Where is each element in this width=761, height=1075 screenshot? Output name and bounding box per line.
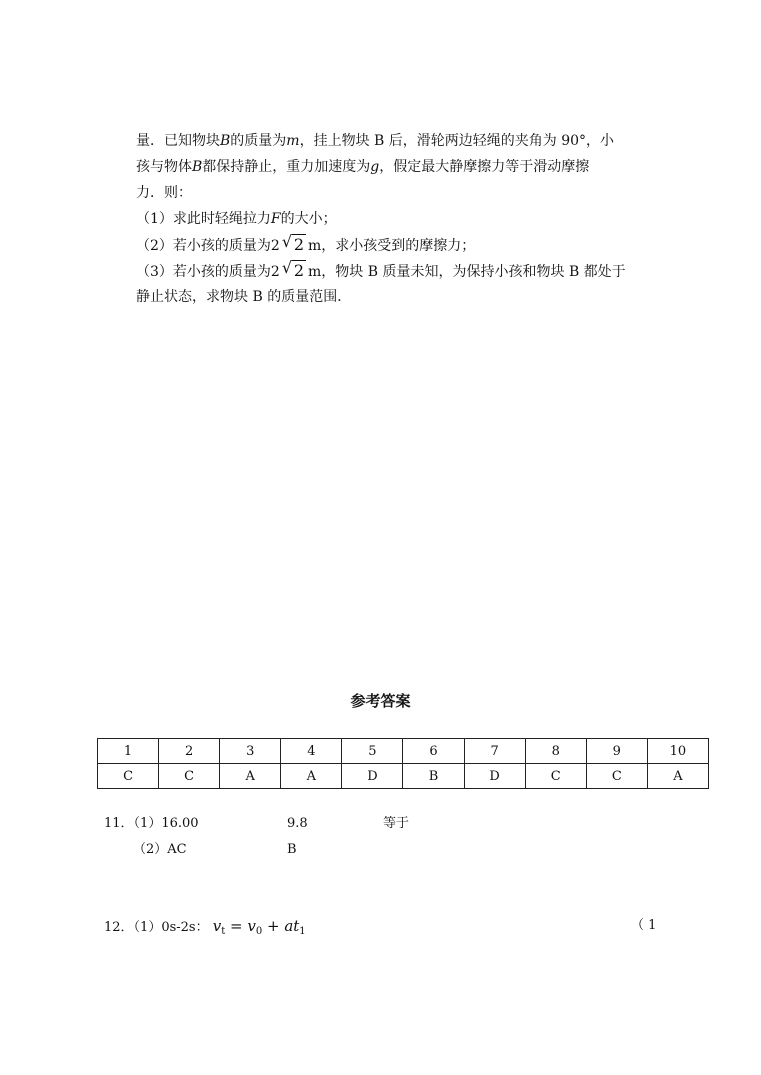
- coefficient: 2: [270, 264, 280, 280]
- table-cell: 10: [647, 739, 708, 764]
- radicand: 2: [293, 235, 305, 254]
- formula-subscript: t: [221, 926, 226, 937]
- text-span: 都保持静止，重力加速度为: [202, 159, 371, 175]
- text-span: （1）求此时轻绳拉力: [136, 211, 271, 227]
- table-cell: 5: [342, 739, 403, 764]
- sub-question-1: [136, 206, 656, 232]
- text-span: m，物块 B 质量未知，为保持小孩和物块 B 都处于: [308, 264, 626, 280]
- table-cell: A: [281, 764, 342, 789]
- table-cell: C: [159, 764, 220, 789]
- radical-sign-icon: √: [281, 258, 293, 277]
- answer-12-label: 12．（1）0s-2s：: [104, 920, 209, 935]
- table-cell: 4: [281, 739, 342, 764]
- table-cell: A: [647, 764, 708, 789]
- table-cell: A: [220, 764, 281, 789]
- table-cell: 8: [525, 739, 586, 764]
- formula-part: v: [247, 917, 256, 935]
- table-cell: 9: [586, 739, 647, 764]
- table-cell: C: [98, 764, 159, 789]
- radical-sign-icon: √: [281, 232, 293, 251]
- text-span: m，求小孩受到的摩擦力；: [308, 238, 476, 254]
- table-cell: 7: [464, 739, 525, 764]
- text-span: 的大小；: [280, 211, 337, 227]
- table-cell: 3: [220, 739, 281, 764]
- answers-title: 参考答案: [350, 692, 411, 710]
- text-span: 的质量为: [230, 133, 287, 149]
- table-row: [98, 764, 709, 789]
- var-f: F: [270, 211, 281, 227]
- radicand: 2: [293, 261, 305, 280]
- table-cell: B: [403, 764, 464, 789]
- answer-12-score-note: （ 1: [631, 918, 657, 933]
- text-span: ，挂上物块 B 后，滑轮两边轻绳的夹角为 90°，小: [299, 133, 615, 149]
- kinematics-formula: [213, 917, 306, 935]
- sub-question-3-continued: 静止状态，求物块 B 的质量范围．: [136, 289, 352, 305]
- table-cell: 1: [98, 739, 159, 764]
- square-root: [282, 258, 306, 285]
- answer-12: [104, 913, 306, 945]
- answer-table: [97, 738, 709, 789]
- text-span: 孩与物体: [136, 159, 192, 175]
- answer-11-value2: 9.8: [287, 816, 308, 831]
- answer-11-value3: 等于: [383, 816, 410, 831]
- var-b: B: [192, 159, 203, 175]
- formula-part: =: [225, 917, 248, 935]
- text-span: 量．已知物块: [136, 133, 220, 149]
- table-cell: 6: [403, 739, 464, 764]
- text-span: ，假定最大静摩擦力等于滑动摩擦: [379, 159, 590, 175]
- var-b: B: [220, 133, 231, 149]
- table-cell: C: [586, 764, 647, 789]
- question-line-2: [136, 154, 656, 180]
- table-cell: D: [342, 764, 403, 789]
- question-text: [136, 128, 656, 310]
- formula-part: v: [212, 917, 222, 935]
- table-cell: C: [525, 764, 586, 789]
- var-g: g: [370, 159, 380, 175]
- answer-11-part1: 11．（1）16.00: [104, 816, 199, 831]
- table-cell: 2: [159, 739, 220, 764]
- answer-11-part2: （2）AC: [133, 842, 187, 857]
- question-line-1: [136, 128, 656, 154]
- answer-11-part2-value2: B: [287, 842, 297, 857]
- table-header-row: [98, 739, 709, 764]
- formula-subscript: 1: [299, 926, 306, 937]
- sub-question-2: [136, 232, 656, 258]
- text-span: （3）若小孩的质量为: [136, 264, 271, 280]
- coefficient: 2: [270, 238, 280, 254]
- var-m: m: [286, 133, 300, 149]
- sub-question-3: [136, 258, 656, 284]
- formula-part: + at: [262, 917, 300, 935]
- table-cell: D: [464, 764, 525, 789]
- formula-subscript: 0: [255, 926, 263, 937]
- text-span: （2）若小孩的质量为: [136, 238, 271, 254]
- question-line-3: 力．则：: [136, 185, 192, 201]
